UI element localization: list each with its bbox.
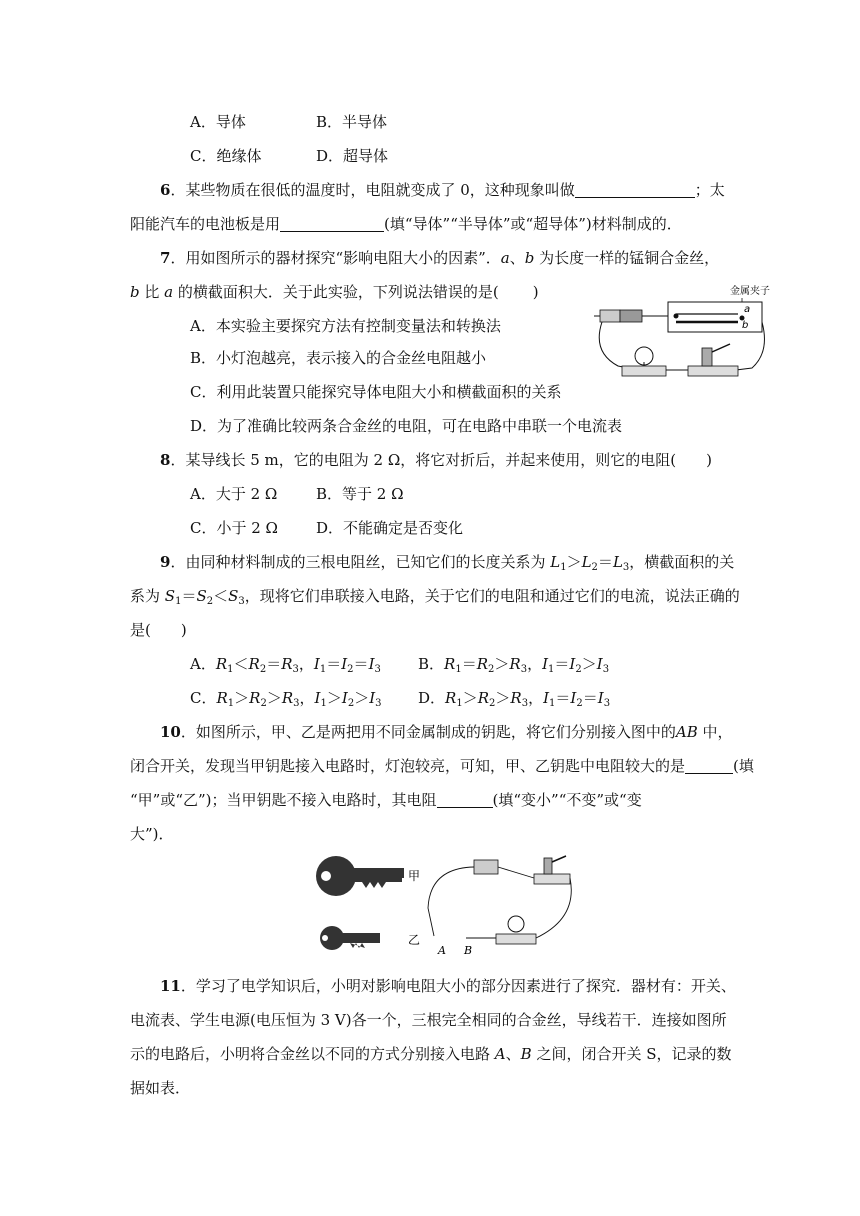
q10-blank-1[interactable] bbox=[685, 757, 733, 774]
q11-line-4: 据如表． bbox=[130, 1079, 191, 1097]
bulb-base bbox=[496, 934, 536, 944]
battery-cell bbox=[600, 310, 620, 322]
switch-icon bbox=[544, 858, 552, 874]
q6-line-2: 阳能汽车的电池板是用 (填“导体”“半导体”或“超导体”)材料制成的． bbox=[130, 215, 682, 233]
q10-line-2: 闭合开关，发现当甲钥匙接入电路时，灯泡较亮，可知，甲、乙钥匙中电阻较大的是 (填 bbox=[130, 757, 754, 775]
terminal-a-label: A bbox=[438, 944, 446, 957]
q5-option-d: D．超导体 bbox=[316, 147, 389, 165]
clip-left bbox=[674, 314, 679, 319]
q9-option-b: B．$R_1=R_2>R_3$，$I_1=I_2>I_3$ bbox=[418, 655, 610, 675]
q9-option-a: A．$R_1<R_2=R_3$，$I_1=I_2=I_3$ bbox=[190, 655, 381, 675]
q8-option-d: D．不能确定是否变化 bbox=[316, 519, 464, 537]
q9-option-c: C．$R_1>R_2>R_3$，$I_1>I_2>I_3$ bbox=[190, 689, 382, 709]
q5-option-a: A．导体 bbox=[190, 113, 246, 131]
q5-option-c: C．绝缘体 bbox=[190, 147, 262, 165]
battery-icon bbox=[474, 860, 498, 874]
bulb-base bbox=[622, 366, 666, 376]
key-yi-icon bbox=[320, 926, 380, 950]
q7-circuit-figure bbox=[592, 282, 772, 386]
question-number: 7 bbox=[160, 249, 171, 267]
q9-line-2: 系为 $S_1=S_2<S_3$，现将它们串联接入电路，关于它们的电阻和通过它们的电流，说法正确的 bbox=[130, 587, 740, 607]
key-jia-label: 甲 bbox=[408, 869, 421, 883]
battery-cell bbox=[620, 310, 642, 322]
question-number: 9 bbox=[160, 553, 171, 571]
switch-icon bbox=[702, 348, 712, 366]
q10-blank-2[interactable] bbox=[437, 791, 493, 808]
q9-option-d: D．$R_1>R_2>R_3$，$I_1=I_2=I_3$ bbox=[418, 689, 611, 709]
q11-line-1: 11．学习了电学知识后，小明对影响电阻大小的部分因素进行了探究．器材有：开关、 bbox=[160, 977, 736, 995]
q6-blank-1[interactable] bbox=[575, 181, 695, 198]
question-number: 6 bbox=[160, 181, 171, 199]
q6-line-1: 6．某些物质在很低的温度时，电阻就变成了 0，这种现象叫做 ；太 bbox=[160, 181, 725, 199]
svg-text:a: a bbox=[744, 304, 751, 315]
q9-line-3: 是( ) bbox=[130, 621, 187, 639]
q7-option-b: B．小灯泡越亮，表示接入的合金丝电阻越小 bbox=[190, 349, 487, 367]
q10-keys-circuit-figure bbox=[310, 848, 580, 958]
q8-option-c: C．小于 2 Ω bbox=[190, 519, 278, 537]
bulb-icon bbox=[508, 916, 524, 932]
q7-line-2: b 比 a 的横截面积大．关于此实验，下列说法错误的是( ) bbox=[130, 283, 539, 301]
terminal-b-label: B bbox=[464, 944, 473, 957]
q8-line-1: 8．某导线长 5 m，它的电阻为 2 Ω，将它对折后，并起来使用，则它的电阻( ) bbox=[160, 451, 712, 469]
q11-line-3: 示的电路后，小明将合金丝以不同的方式分别接入电路 A、B 之间，闭合开关 S，记录的数 bbox=[130, 1045, 732, 1063]
q10-line-4: 大”)． bbox=[130, 825, 174, 843]
question-number: 11 bbox=[160, 977, 181, 995]
question-number: 10 bbox=[160, 723, 181, 741]
q9-line-1: 9．由同种材料制成的三根电阻丝，已知它们的长度关系为 $L_1>L_2=L_3$，横截面积的关 bbox=[160, 553, 735, 573]
switch-base bbox=[534, 874, 570, 884]
question-number: 8 bbox=[160, 451, 171, 469]
svg-text:b: b bbox=[742, 320, 749, 331]
q8-option-a: A．大于 2 Ω bbox=[190, 485, 278, 503]
switch-base bbox=[688, 366, 738, 376]
key-jia-icon bbox=[316, 856, 404, 896]
q8-option-b: B．等于 2 Ω bbox=[316, 485, 404, 503]
key-yi-label: 乙 bbox=[408, 933, 421, 947]
q5-option-b: B．半导体 bbox=[316, 113, 388, 131]
q6-blank-2[interactable] bbox=[280, 215, 384, 232]
q11-line-2: 电流表、学生电源(电压恒为 3 V)各一个，三根完全相同的合金丝，导线若干．连接如图所 bbox=[130, 1011, 727, 1029]
q7-line-1: 7．用如图所示的器材探究“影响电阻大小的因素”．a、b 为长度一样的锰铜合金丝， bbox=[160, 249, 720, 267]
q7-option-a: A．本实验主要探究方法有控制变量法和转换法 bbox=[190, 317, 501, 335]
q7-option-c: C．利用此装置只能探究导体电阻大小和横截面积的关系 bbox=[190, 383, 562, 401]
q7-option-d: D．为了准确比较两条合金丝的电阻，可在电路中串联一个电流表 bbox=[190, 417, 623, 435]
q10-line-1: 10．如图所示，甲、乙是两把用不同金属制成的钥匙，将它们分别接入图中的AB 中， bbox=[160, 723, 733, 741]
q10-line-3: “甲”或“乙”)；当甲钥匙不接入电路时，其电阻 (填“变小”“不变”或“变 bbox=[130, 791, 642, 809]
metal-clip-label: 金属夹子 bbox=[730, 286, 770, 297]
